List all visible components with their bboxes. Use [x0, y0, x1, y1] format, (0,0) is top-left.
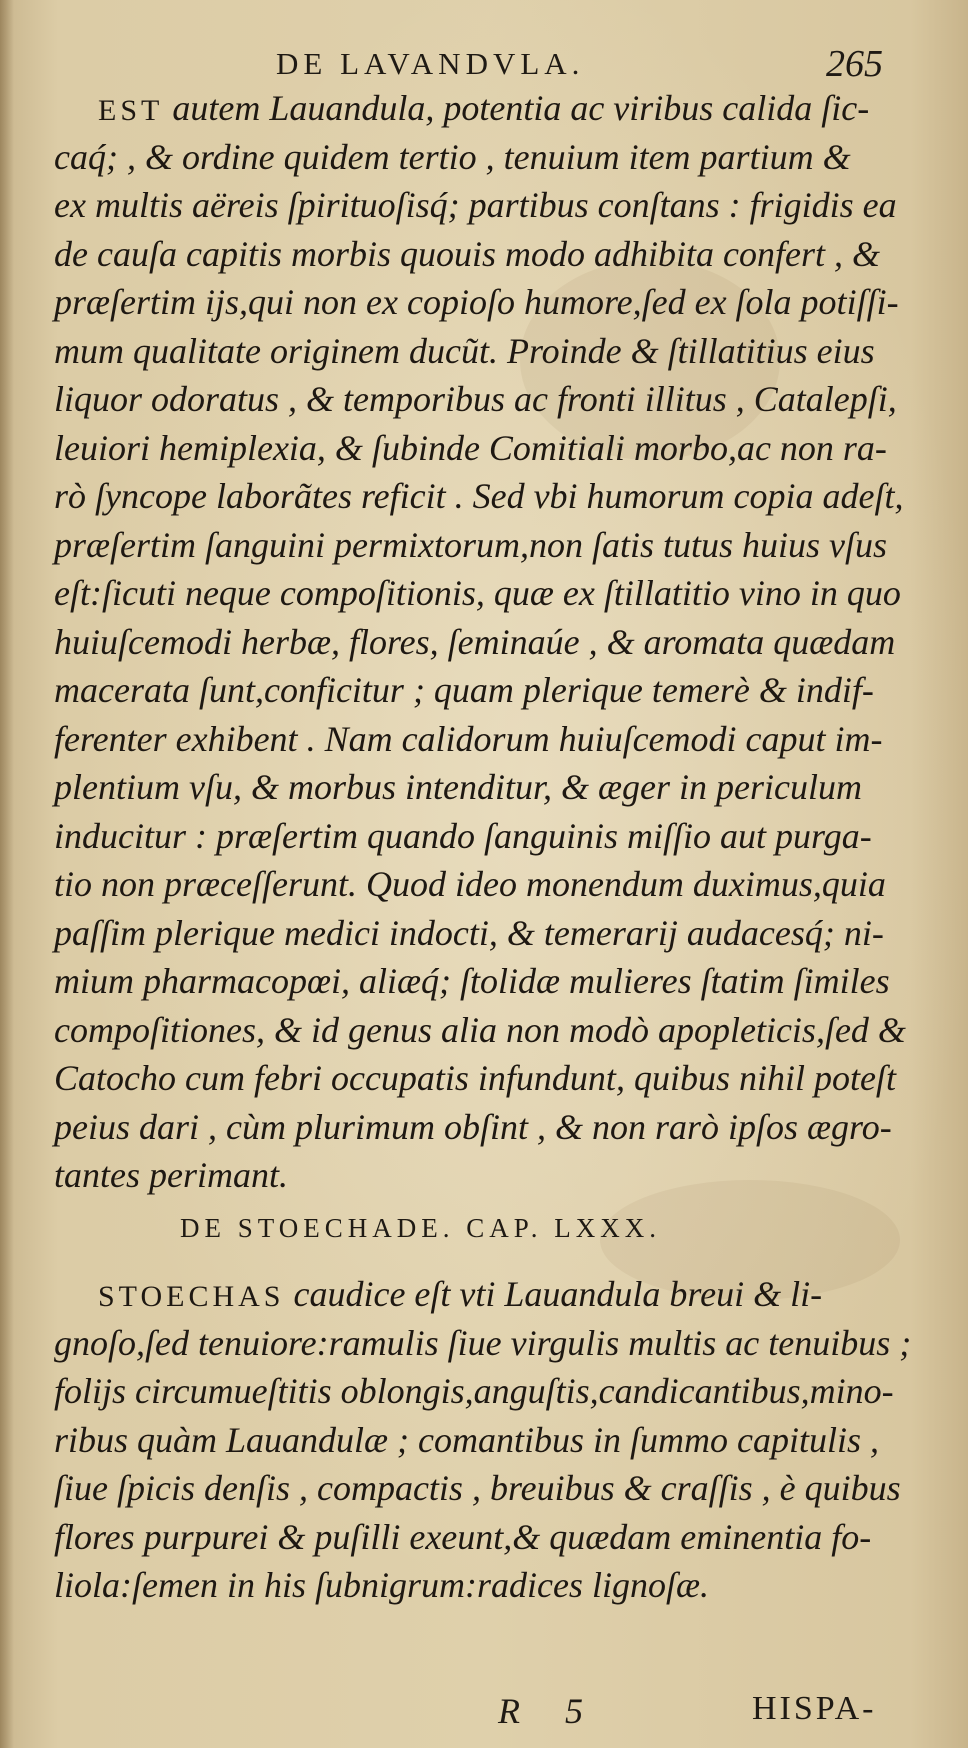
text-line: ferenter exhibent . Nam calidorum huiuſcemodi caput im-	[54, 718, 883, 759]
text-line: mum qualitate originem ducũt. Proinde & ſtillatitius eius	[54, 330, 875, 371]
opening-word: EST	[98, 94, 164, 127]
text-line: EST autem Lauandula, potentia ac viribus calida ſic-	[98, 88, 870, 128]
text-line: ſiue ſpicis denſis , compactis , breuibus & craſſis , è quibus	[54, 1468, 901, 1508]
text-line: compoſitiones, & id genus alia non modò apopleticis,ſed &	[54, 1009, 906, 1050]
signature-mark: R 5	[498, 1691, 601, 1731]
chapter-heading: DE STOECHADE. CAP. LXXX.	[180, 1213, 662, 1243]
paragraph-lavandula	[54, 84, 914, 1200]
running-head: DE LAVANDVLA.	[276, 46, 585, 81]
text-line: peius dari , cùm plurimum obſint , & non rarò ipſos ægro-	[54, 1106, 892, 1147]
text-line: eſt:ſicuti neque compoſitionis, quæ ex ſtillatitio vino in quo	[54, 573, 901, 613]
text-line: paſſim plerique medici indocti, & temerarij audacesq́; ni-	[54, 912, 884, 953]
page-number: 265	[826, 43, 883, 85]
text-line: ribus quàm Lauandulæ ; comantibus in ſummo capitulis ,	[54, 1419, 880, 1460]
text-line: ex multis aëreis ſpirituoſisq́; partibus conſtans : frigidis ea	[54, 185, 897, 225]
text-line: folijs circumueſtitis oblongis,anguſtis,candicantibus,mino-	[54, 1371, 894, 1411]
text-line: mium pharmacopœi, aliæq́; ſtolidæ mulieres ſtatim ſimiles	[54, 961, 890, 1001]
page-footer	[0, 1690, 968, 1736]
text-line: Catocho cum febri occupatis infundunt, quibus nihil poteſt	[54, 1058, 896, 1098]
text-line: rò ſyncope laborãtes reficit . Sed vbi humorum copia adeſt,	[54, 476, 904, 516]
opening-word: STOECHAS	[98, 1280, 285, 1313]
text-line: macerata ſunt,conficitur ; quam plerique temerè & indif-	[54, 670, 874, 710]
page-header	[0, 42, 968, 85]
text-line: leuiori hemiplexia, & ſubinde Comitiali morbo,ac non ra-	[54, 427, 887, 468]
text-line: STOECHAS caudice eſt vti Lauandula breui & li-	[98, 1274, 823, 1314]
text-line: liquor odoratus , & temporibus ac fronti illitus , Catalepſi,	[54, 379, 897, 419]
text-line: liola:ſemen in his ſubnigrum:radices lignoſæ.	[54, 1565, 709, 1605]
text-line: tio non præceſſerunt. Quod ideo monendum duximus,quia	[54, 864, 886, 904]
text-line: plentium vſu, & morbus intenditur, & æger in periculum	[54, 767, 862, 807]
paragraph-stoechas	[54, 1270, 914, 1610]
text-line: caq́; , & ordine quidem tertio , tenuium item partium &	[54, 136, 851, 177]
text-line: flores purpurei & puſilli exeunt,& quædam eminentia fo-	[54, 1516, 872, 1557]
text-line: tantes perimant.	[54, 1155, 288, 1195]
text-line: præſertim ijs,qui non ex copioſo humore,ſed ex ſola potiſſi-	[54, 282, 899, 322]
gutter-shadow	[0, 0, 14, 1748]
catchword: HISPA-	[752, 1690, 877, 1727]
text-line: de cauſa capitis morbis quouis modo adhibita confert , &	[54, 233, 880, 274]
text-line: inducitur : præſertim quando ſanguinis miſſio aut purga-	[54, 815, 872, 856]
text-line: gnoſo,ſed tenuiore:ramulis ſiue virgulis multis ac tenuibus ;	[54, 1322, 912, 1363]
text-line: præſertim ſanguini permixtorum,non ſatis tutus huius vſus	[54, 524, 888, 565]
text-line: huiuſcemodi herbæ, flores, ſeminaúe , & aromata quædam	[54, 621, 896, 662]
